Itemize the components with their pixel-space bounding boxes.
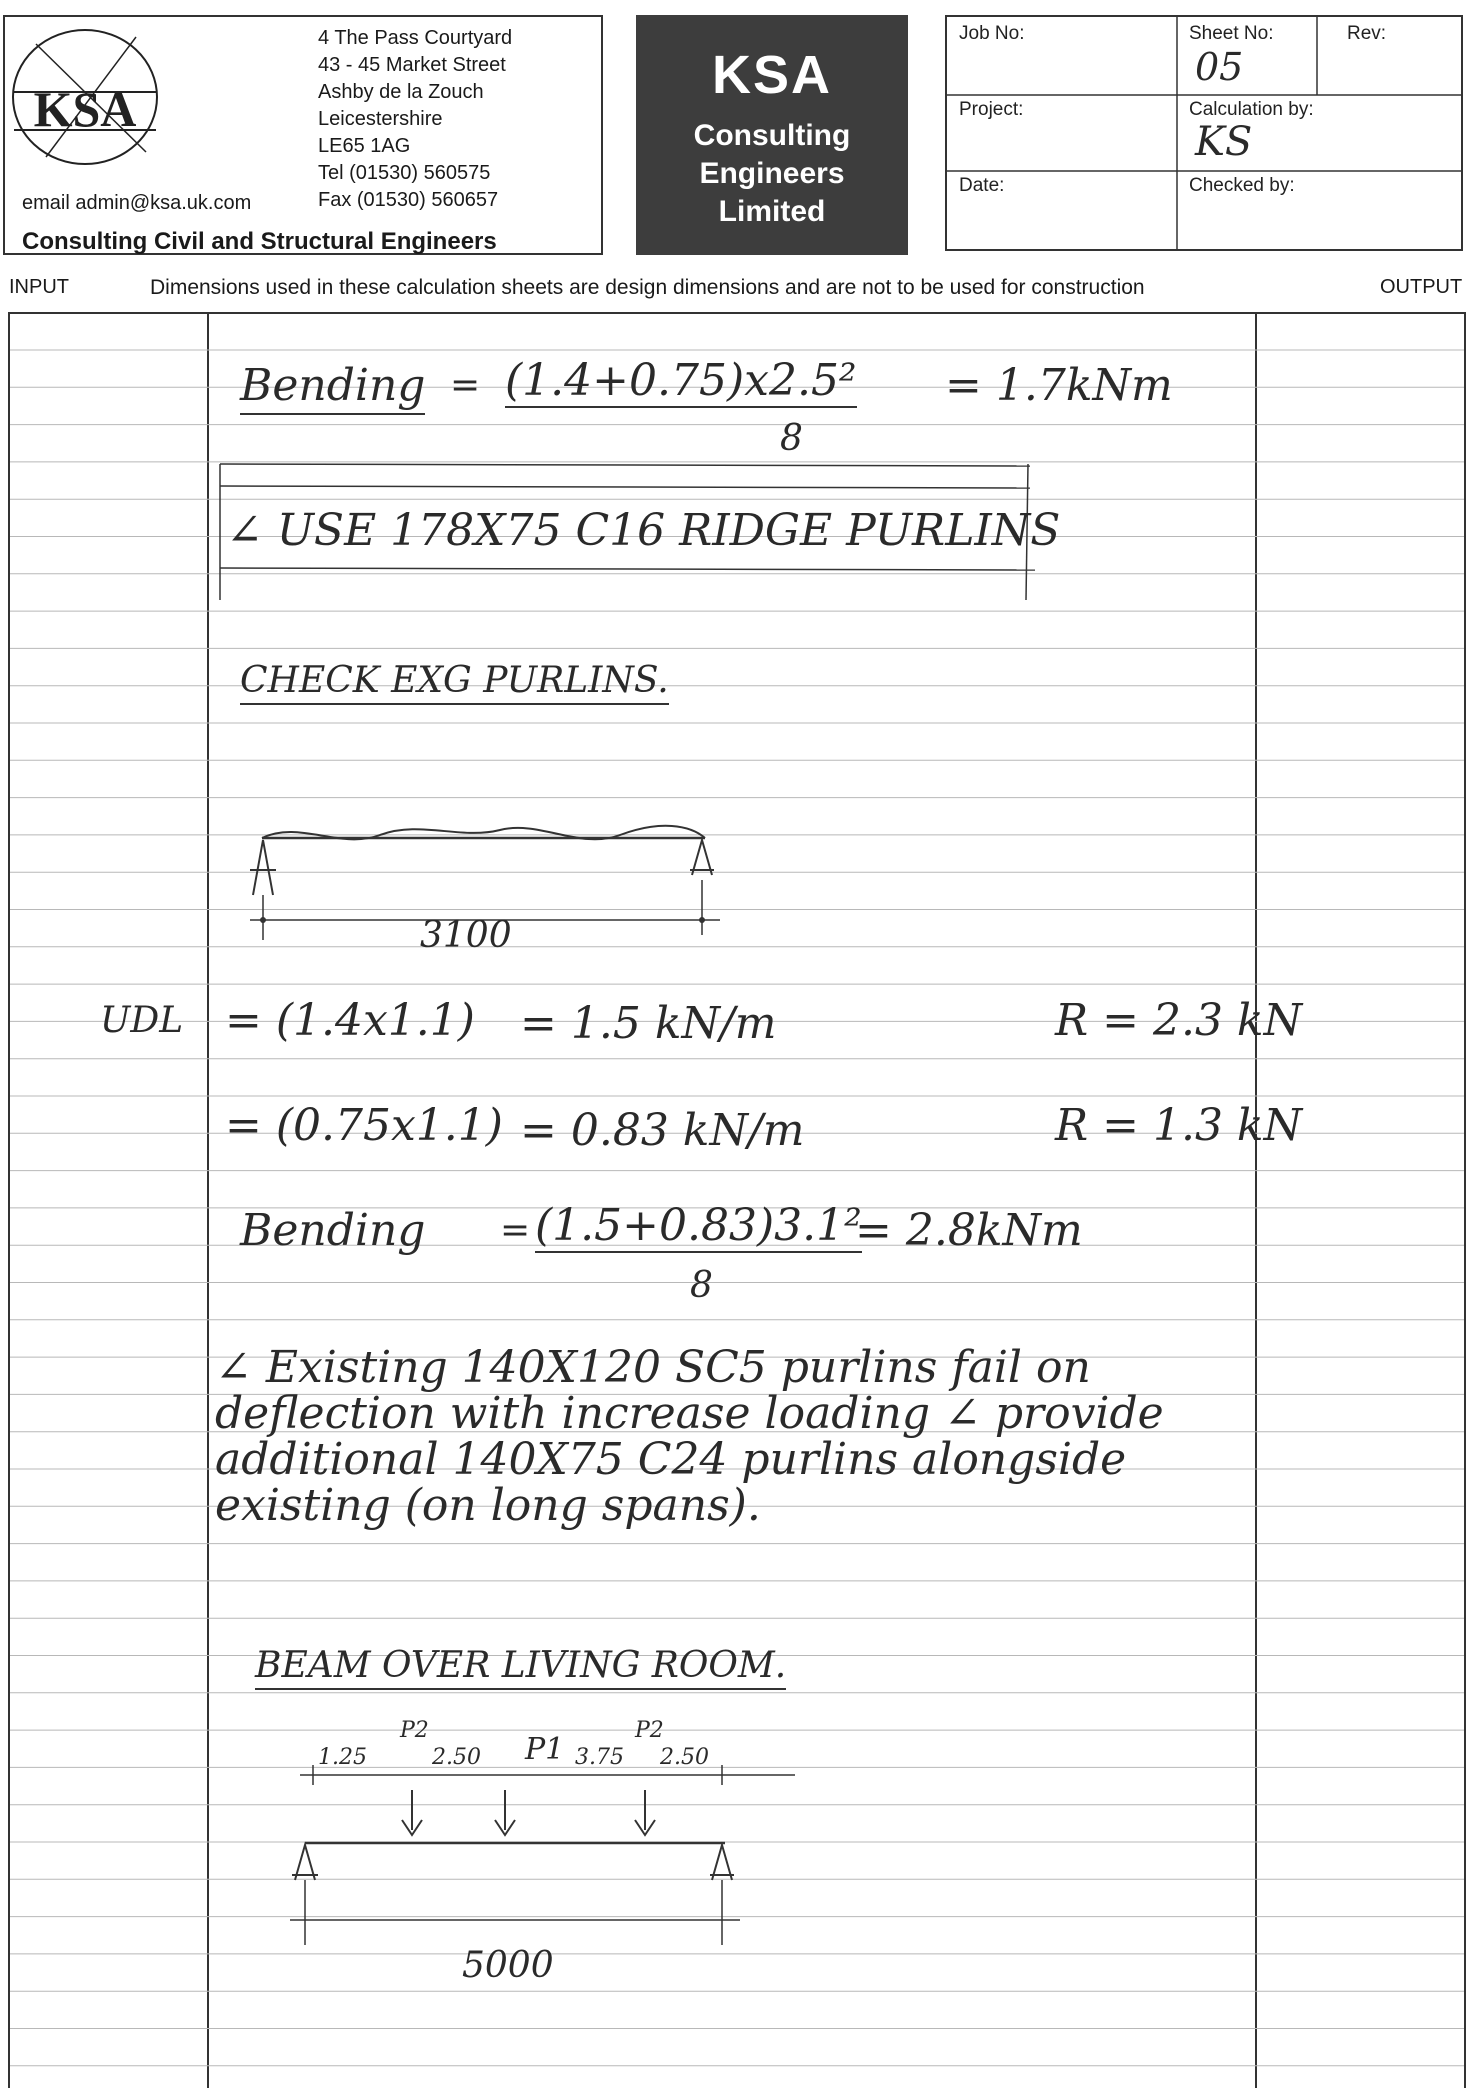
beam-dim-4: 2.50 [660, 1745, 709, 1770]
reaction-1: R = 2.3 kN [1055, 995, 1303, 1046]
bending-1-result: = 1.7kNm [945, 360, 1173, 411]
firm-tagline: Consulting Civil and Structural Engineers [22, 228, 497, 255]
udl-1-expression: = (1.4x1.1) [225, 995, 475, 1046]
date-label: Date: [959, 175, 1005, 196]
sheet-no-value: 05 [1195, 45, 1244, 89]
beam-load-p2-right: P2 [635, 1718, 664, 1743]
udl-1-value: = 1.5 kN/m [520, 998, 777, 1049]
address-line: Leicestershire [318, 108, 443, 130]
existing-note-line: additional 140X75 C24 purlins alongside [215, 1434, 1127, 1485]
existing-note-line: ∠ Existing 140X120 SC5 purlins fail on [215, 1342, 1091, 1393]
bending-2-denominator: 8 [690, 1265, 713, 1306]
beam-dim-3: 3.75 [575, 1745, 624, 1770]
existing-note-line: deflection with increase loading ∠ provide [215, 1388, 1164, 1439]
calc-by-value: KS [1195, 119, 1253, 165]
brand-sub-1: Consulting [693, 119, 851, 152]
brand-sub-3: Limited [718, 195, 826, 228]
beam-living-room-heading: BEAM OVER LIVING ROOM. [255, 1645, 786, 1690]
address-line: LE65 1AG [318, 135, 411, 157]
output-column-label: OUTPUT [1380, 276, 1463, 298]
bending-1-denominator: 8 [780, 418, 803, 459]
bending-1-numerator: (1.4+0.75)x2.5² [505, 355, 857, 406]
address-line: Tel (01530) 560575 [318, 162, 491, 184]
bending-2-result: = 2.8kNm [855, 1205, 1083, 1256]
sheet-no-label: Sheet No: [1189, 23, 1274, 44]
address-line: Ashby de la Zouch [318, 81, 484, 103]
bending-1-equals: = [450, 365, 481, 406]
udl-2-expression: = (0.75x1.1) [225, 1100, 503, 1151]
reaction-2: R = 1.3 kN [1055, 1100, 1303, 1151]
address-line: 43 - 45 Market Street [318, 54, 506, 76]
bending-1-label: Bending [240, 360, 425, 415]
logo-text: KSA [33, 81, 137, 137]
brand-name: KSA [711, 45, 832, 105]
beam-dim-2: 2.50 [432, 1745, 481, 1770]
bending-2-numerator: (1.5+0.83)3.1² [535, 1200, 862, 1251]
span-5000: 5000 [462, 1945, 554, 1986]
checked-by-label: Checked by: [1189, 175, 1295, 196]
rev-label: Rev: [1347, 23, 1387, 44]
bending-2-label: Bending [240, 1205, 426, 1256]
brand-sub-2: Engineers [699, 157, 845, 190]
existing-note-line: existing (on long spans). [215, 1480, 761, 1531]
check-purlins-heading: CHECK EXG PURLINS. [240, 660, 669, 705]
udl-2-value: = 0.83 kN/m [520, 1105, 805, 1156]
bending-2-equals: = [500, 1210, 531, 1251]
email-line: email admin@ksa.uk.com [22, 192, 252, 214]
address-line: Fax (01530) 560657 [318, 189, 499, 211]
project-label: Project: [959, 99, 1024, 120]
span-3100: 3100 [420, 915, 512, 956]
beam-load-p1: P1 [525, 1732, 565, 1767]
dimensions-note: Dimensions used in these calculation sheets are design dimensions and are not to be used for construction [150, 276, 1145, 299]
calc-by-label: Calculation by: [1189, 99, 1314, 120]
udl-label: UDL [100, 1000, 184, 1041]
use-ridge-purlins-note: ∠ USE 178X75 C16 RIDGE PURLINS [226, 505, 1061, 556]
beam-dim-1: 1.25 [318, 1745, 367, 1770]
address-line: 4 The Pass Courtyard [318, 27, 513, 49]
beam-load-p2-left: P2 [400, 1718, 429, 1743]
job-no-label: Job No: [959, 23, 1025, 44]
input-column-label: INPUT [9, 276, 69, 298]
